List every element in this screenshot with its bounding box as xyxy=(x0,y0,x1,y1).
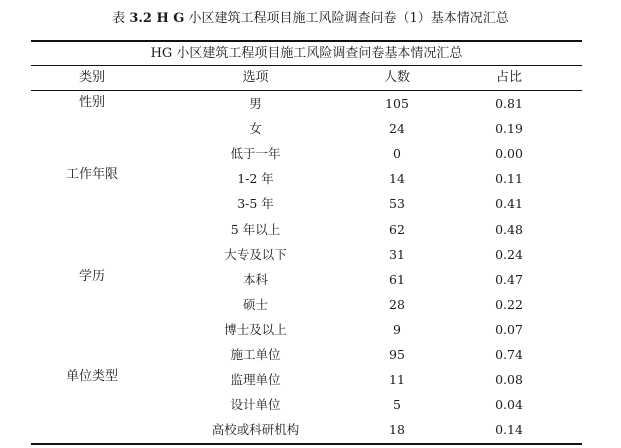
header-count: 人数 xyxy=(383,70,410,85)
count-cell: 31 xyxy=(389,246,405,262)
count-cell: 24 xyxy=(389,121,405,137)
ratio-cell: 0.08 xyxy=(495,372,523,388)
header-category: 类别 xyxy=(78,70,105,85)
option-cell: 男 xyxy=(249,96,262,111)
table-row xyxy=(31,166,582,191)
ratio-cell: 0.22 xyxy=(495,296,523,312)
table-row xyxy=(31,417,582,442)
count-cell: 28 xyxy=(389,296,405,312)
table-row xyxy=(31,317,582,342)
ratio-cell: 0.41 xyxy=(495,196,523,212)
ratio-cell: 0.00 xyxy=(495,146,523,162)
ratio-cell: 0.81 xyxy=(495,96,523,111)
ratio-cell: 0.11 xyxy=(495,171,523,187)
group-education: 学历 xyxy=(78,269,105,284)
table-row xyxy=(31,217,582,242)
header-ratio: 占比 xyxy=(495,70,522,85)
ratio-cell: 0.24 xyxy=(495,246,523,262)
count-cell: 61 xyxy=(389,271,405,287)
table-row xyxy=(31,116,582,141)
count-cell: 14 xyxy=(389,171,405,187)
option-cell: 监理单位 xyxy=(230,372,281,388)
group-work-years: 工作年限 xyxy=(65,167,118,182)
bottom-rule xyxy=(31,443,582,445)
ratio-cell: 0.04 xyxy=(495,397,523,413)
table-row xyxy=(31,141,582,166)
table-caption xyxy=(0,8,621,30)
count-cell: 5 xyxy=(393,397,401,413)
option-cell: 高校或科研机构 xyxy=(211,422,300,438)
table-row xyxy=(31,367,582,392)
group-gender: 性别 xyxy=(78,95,105,110)
option-cell: 大专及以下 xyxy=(224,246,287,262)
option-cell: 女 xyxy=(249,121,262,137)
count-cell: 62 xyxy=(389,221,405,237)
option-cell: 施工单位 xyxy=(230,347,281,362)
option-cell: 硕士 xyxy=(242,296,268,312)
table-row xyxy=(31,392,582,417)
count-cell: 0 xyxy=(393,146,401,162)
ratio-cell: 0.47 xyxy=(495,271,523,287)
option-cell: 低于一年 xyxy=(230,146,281,162)
option-cell: 5 年以上 xyxy=(230,221,281,237)
count-cell: 105 xyxy=(385,96,409,111)
option-cell: 博士及以上 xyxy=(224,321,287,337)
caption-text: 小区建筑工程项目施工风险调查问卷（1）基本情况汇总 xyxy=(188,11,509,26)
ratio-cell: 0.74 xyxy=(495,347,523,362)
table-row xyxy=(31,342,582,367)
count-cell: 18 xyxy=(389,422,405,438)
option-cell: 3-5 年 xyxy=(237,196,274,212)
top-rule xyxy=(31,40,582,42)
count-cell: 9 xyxy=(393,321,401,337)
caption-number: 3.2 H G xyxy=(129,11,185,26)
caption-prefix: 表 xyxy=(112,11,126,26)
ratio-cell: 0.07 xyxy=(495,321,523,337)
table-row xyxy=(31,242,582,267)
header-option: 选项 xyxy=(242,70,269,85)
count-cell: 53 xyxy=(389,196,405,212)
count-cell: 95 xyxy=(389,347,405,362)
option-cell: 设计单位 xyxy=(230,397,281,413)
option-cell: 1-2 年 xyxy=(237,171,274,187)
table-row xyxy=(31,91,582,116)
table-row xyxy=(31,292,582,317)
table-row xyxy=(31,191,582,216)
group-unit-type: 单位类型 xyxy=(65,369,118,384)
ratio-cell: 0.48 xyxy=(495,221,523,237)
ratio-cell: 0.14 xyxy=(495,422,523,438)
count-cell: 11 xyxy=(389,372,405,388)
table-row xyxy=(31,267,582,292)
option-cell: 本科 xyxy=(242,271,268,287)
ratio-cell: 0.19 xyxy=(495,121,523,137)
table-subtitle: HG 小区建筑工程项目施工风险调查问卷基本情况汇总 xyxy=(150,46,463,61)
